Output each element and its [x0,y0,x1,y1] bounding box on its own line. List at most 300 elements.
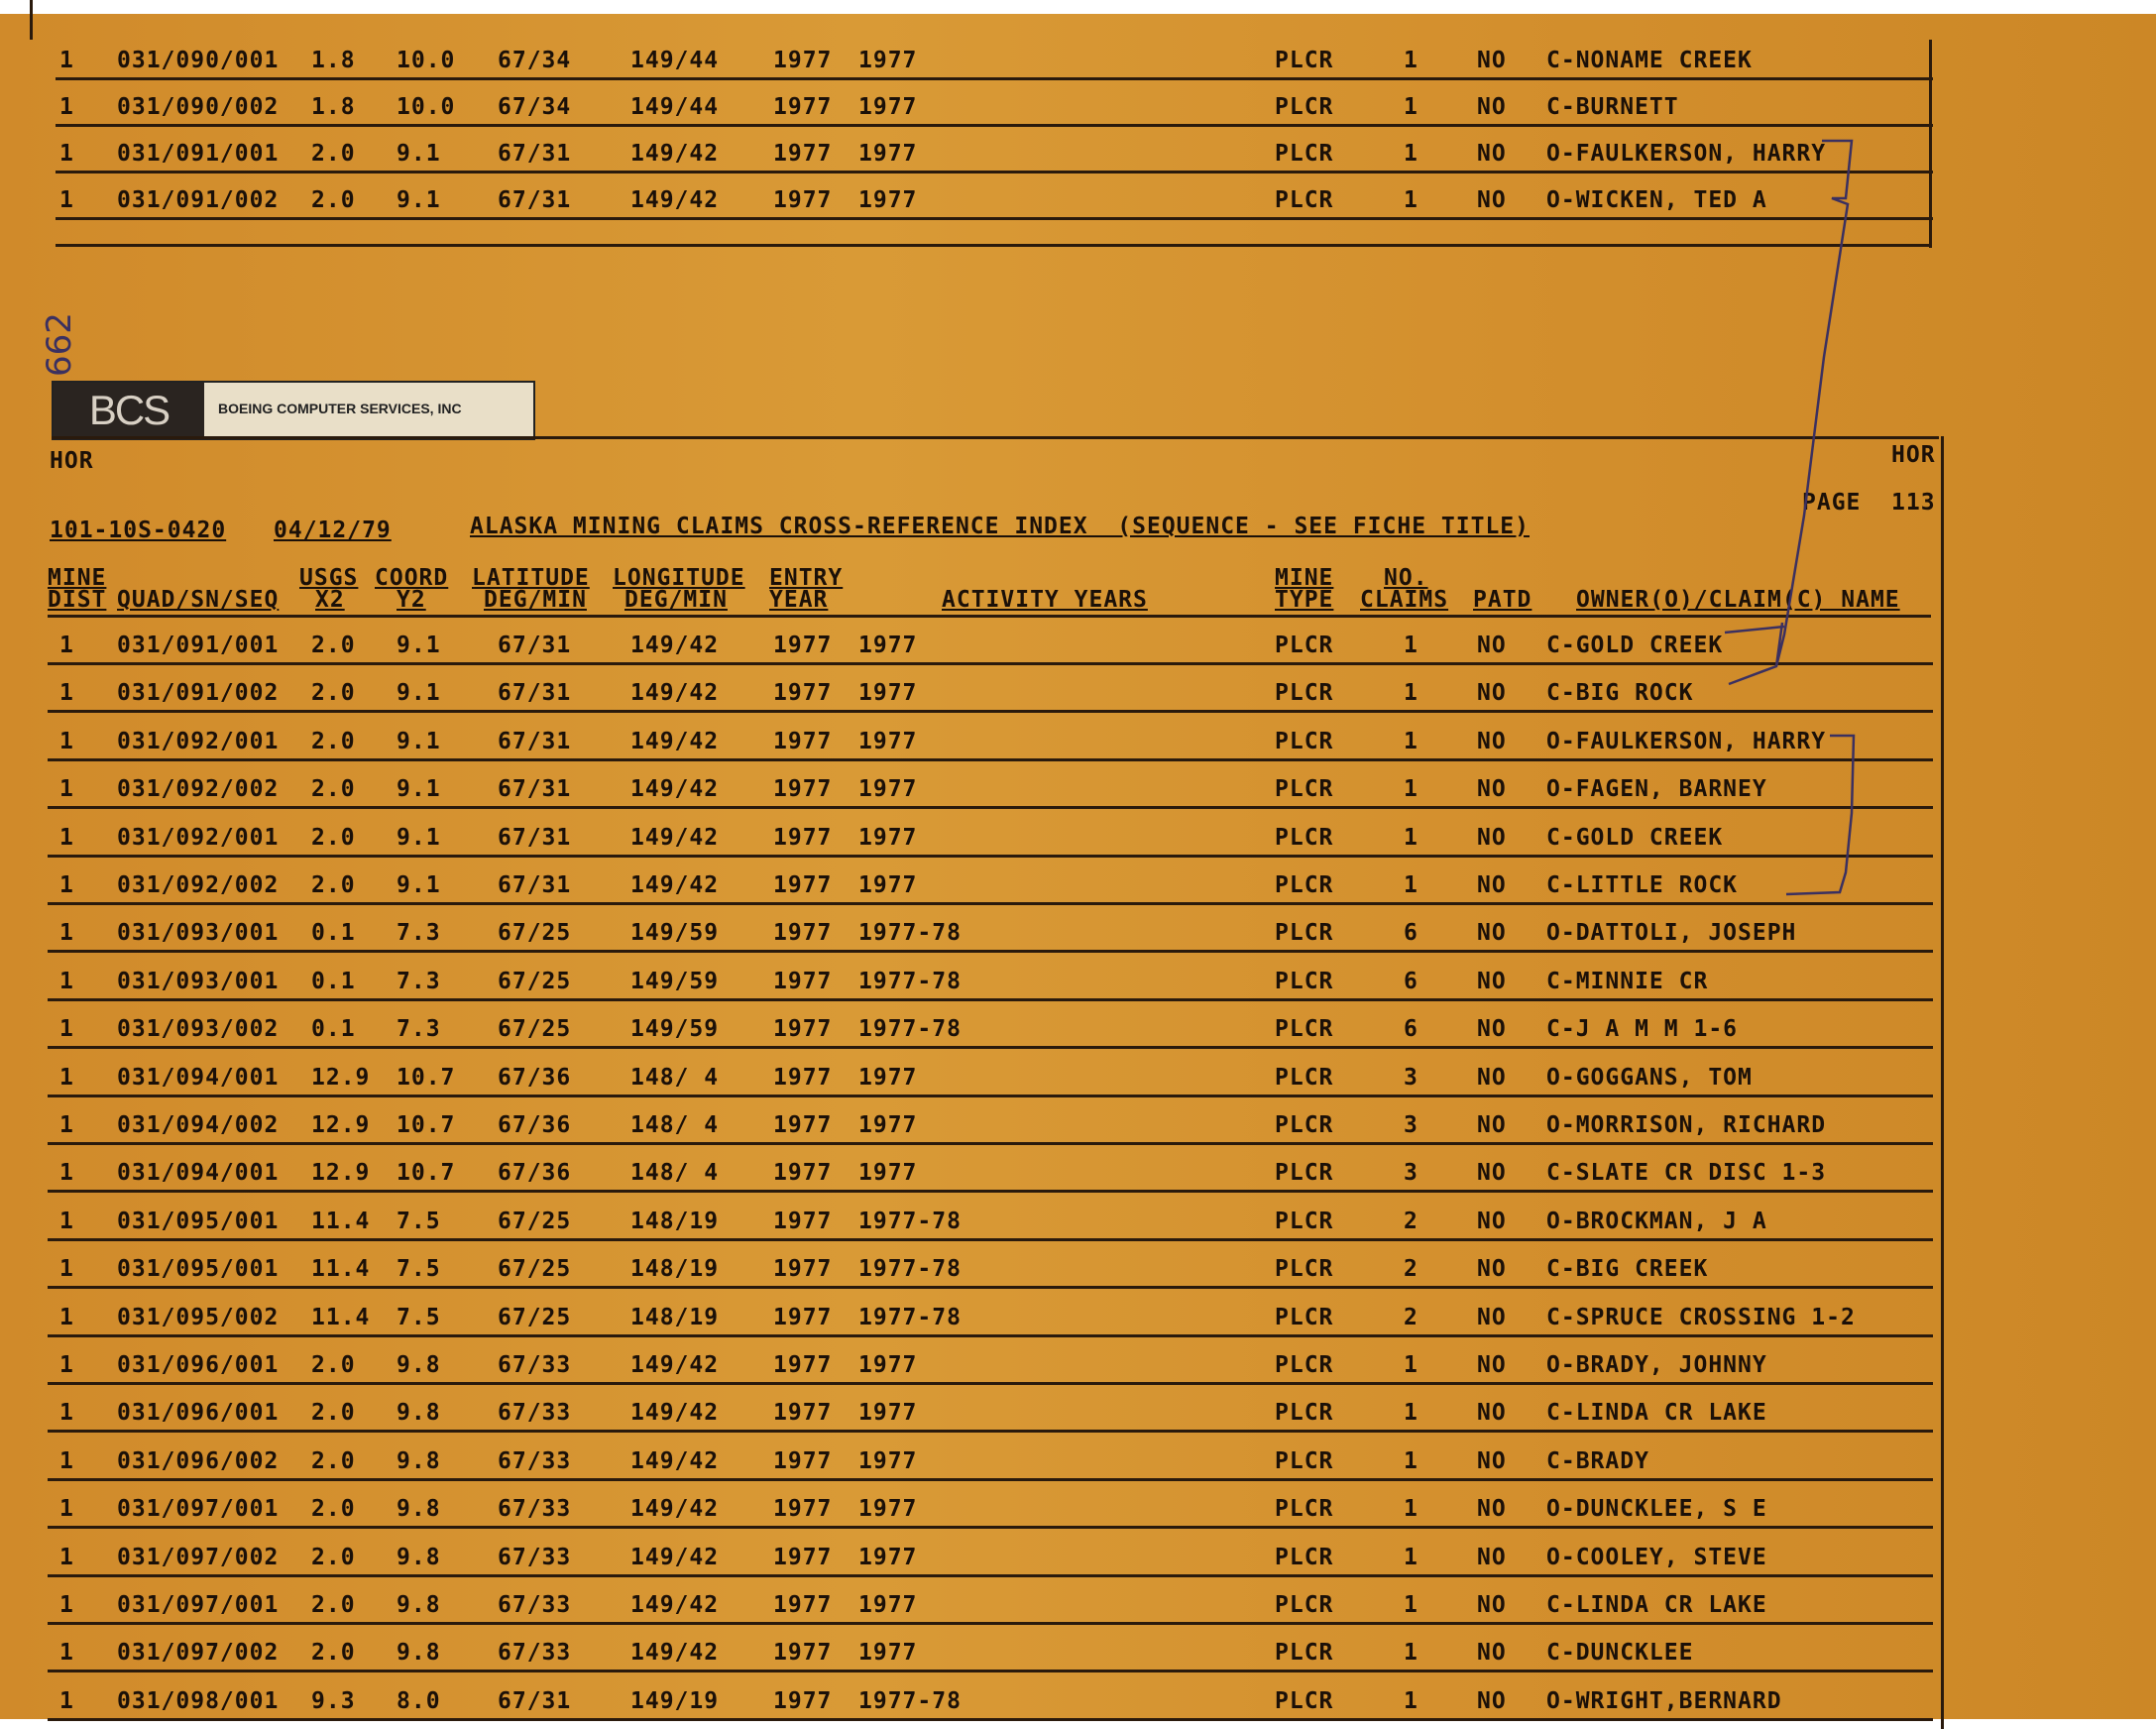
claim-row-6-longitude: 149/42 [630,872,720,898]
claim-row-23-patd: NO [1477,1687,1507,1714]
claim-row-11-claims: 3 [1404,1112,1418,1138]
claim-row-12-usgs-x: 12.9 [311,1160,371,1187]
claim-row-12-latitude: 67/36 [498,1160,572,1187]
top-row-1-usgs-x: 1.8 [311,48,356,73]
claim-row-18-longitude: 149/42 [630,1447,720,1474]
top-row-4-quad: 031/091/002 [117,187,280,213]
col-mine-dist-1: MINE [48,565,107,591]
top-row-3-entry-year: 1977 [773,141,833,167]
claim-row-14-owner-claim: C-BIG CREEK [1546,1256,1709,1283]
top-row-3-quad: 031/091/001 [117,141,280,167]
claim-row-5-owner-claim: C-GOLD CREEK [1546,824,1724,851]
claim-row-19-patd: NO [1477,1496,1507,1523]
claim-row-9-quad: 031/093/002 [117,1016,280,1043]
col-usgs-2: X2 [315,587,345,613]
claim-row-15-entry-year: 1977 [773,1304,833,1330]
claim-row-15-coord-y: 7.5 [397,1304,441,1330]
top-row-2-claims: 1 [1404,94,1418,120]
claim-row-12-quad: 031/094/001 [117,1160,280,1187]
top-row-4-coord-y: 9.1 [397,187,441,213]
claim-row-15-owner-claim: C-SPRUCE CROSSING 1-2 [1546,1304,1856,1330]
claim-row-4-mine-type: PLCR [1275,776,1334,803]
col-entry-1: ENTRY [769,565,844,591]
claim-row-2-latitude: 67/31 [498,680,572,707]
claim-row-5-claims: 1 [1404,824,1418,851]
claim-row-3-patd: NO [1477,728,1507,754]
claim-row-8-activity-years: 1977-78 [858,968,962,994]
claim-row-7-patd: NO [1477,920,1507,947]
claim-row-7-owner-claim: O-DATTOLI, JOSEPH [1546,920,1797,947]
claim-row-12-longitude: 148/ 4 [630,1160,720,1187]
claim-row-19-coord-y: 9.8 [397,1496,441,1523]
claim-row-9-usgs-x: 0.1 [311,1016,356,1043]
claim-row-23-usgs-x: 9.3 [311,1687,356,1714]
claim-row-20-patd: NO [1477,1544,1507,1570]
claim-row-12-activity-years: 1977 [858,1160,918,1187]
claim-row-18-claims: 1 [1404,1447,1418,1474]
claim-row-22-mine-type: PLCR [1275,1640,1334,1667]
claim-row-13-patd: NO [1477,1208,1507,1234]
report-id: 101-10S-0420 [50,518,227,543]
claim-row-10-longitude: 148/ 4 [630,1064,720,1091]
claim-row-10-entry-year: 1977 [773,1064,833,1091]
claim-row-14-activity-years: 1977-78 [858,1256,962,1283]
top-row-2-dist: 1 [59,94,74,120]
claim-row-13-usgs-x: 11.4 [311,1208,371,1234]
claim-row-18-entry-year: 1977 [773,1447,833,1474]
handwritten-page-number: 662 [40,312,79,377]
claim-row-2-entry-year: 1977 [773,680,833,707]
top-row-3-usgs-x: 2.0 [311,141,356,167]
claim-row-11-usgs-x: 12.9 [311,1112,371,1138]
claim-row-12-mine-type: PLCR [1275,1160,1334,1187]
claim-row-19-claims: 1 [1404,1496,1418,1523]
claim-row-15-usgs-x: 11.4 [311,1304,371,1330]
claim-row-19-activity-years: 1977 [858,1496,918,1523]
top-row-1-latitude: 67/34 [498,48,572,73]
claim-row-4-dist: 1 [59,776,74,803]
claim-row-5-entry-year: 1977 [773,824,833,851]
top-row-4-patd: NO [1477,187,1507,213]
claim-row-10-owner-claim: O-GOGGANS, TOM [1546,1064,1753,1091]
claim-row-4-entry-year: 1977 [773,776,833,803]
top-row-4-latitude: 67/31 [498,187,572,213]
claim-row-10-latitude: 67/36 [498,1064,572,1091]
col-usgs-1: USGS [299,565,359,591]
claim-row-3-latitude: 67/31 [498,728,572,754]
claim-row-4-longitude: 149/42 [630,776,720,803]
claim-row-10-dist: 1 [59,1064,74,1091]
claim-row-3-longitude: 149/42 [630,728,720,754]
claim-row-2-patd: NO [1477,680,1507,707]
claim-row-16-owner-claim: O-BRADY, JOHNNY [1546,1352,1767,1378]
claim-row-4-quad: 031/092/002 [117,776,280,803]
claim-row-20-latitude: 67/33 [498,1544,572,1570]
top-row-3-claims: 1 [1404,141,1418,167]
col-mine-type-1: MINE [1275,565,1334,591]
claim-row-18-owner-claim: C-BRADY [1546,1447,1649,1474]
top-row-3-mine-type: PLCR [1275,141,1334,167]
claim-row-15-longitude: 148/19 [630,1304,720,1330]
claim-row-1-claims: 1 [1404,633,1418,658]
col-entry-2: YEAR [769,587,829,613]
claim-row-1-patd: NO [1477,633,1507,658]
claim-row-3-coord-y: 9.1 [397,728,441,754]
claim-row-13-owner-claim: O-BROCKMAN, J A [1546,1208,1767,1234]
claim-row-21-longitude: 149/42 [630,1592,720,1618]
claim-row-12-claims: 3 [1404,1160,1418,1187]
top-row-2-activity-years: 1977 [858,94,918,120]
claim-row-18-usgs-x: 2.0 [311,1447,356,1474]
claim-row-22-claims: 1 [1404,1640,1418,1667]
claim-row-23-activity-years: 1977-78 [858,1687,962,1714]
top-row-2-longitude: 149/44 [630,94,720,120]
claim-row-11-longitude: 148/ 4 [630,1112,720,1138]
top-row-2-usgs-x: 1.8 [311,94,356,120]
claim-row-7-claims: 6 [1404,920,1418,947]
claim-row-11-coord-y: 10.7 [397,1112,456,1138]
top-row-4-claims: 1 [1404,187,1418,213]
bracket-faulkerson-gold-creek [1729,141,1852,684]
claim-row-6-owner-claim: C-LITTLE ROCK [1546,872,1739,898]
claim-row-7-activity-years: 1977-78 [858,920,962,947]
top-row-1-longitude: 149/44 [630,48,720,73]
claim-row-15-latitude: 67/25 [498,1304,572,1330]
claim-row-16-usgs-x: 2.0 [311,1352,356,1378]
claim-row-13-longitude: 148/19 [630,1208,720,1234]
claim-row-10-mine-type: PLCR [1275,1064,1334,1091]
claim-row-18-activity-years: 1977 [858,1447,918,1474]
bcs-logo-company: BOEING COMPUTER SERVICES, INC [218,401,462,416]
claim-row-17-patd: NO [1477,1400,1507,1427]
claim-row-20-coord-y: 9.8 [397,1544,441,1570]
top-row-4-longitude: 149/42 [630,187,720,213]
top-row-1-coord-y: 10.0 [397,48,456,73]
claim-row-19-mine-type: PLCR [1275,1496,1334,1523]
claim-row-20-entry-year: 1977 [773,1544,833,1570]
claim-row-8-longitude: 149/59 [630,968,720,994]
claim-row-13-activity-years: 1977-78 [858,1208,962,1234]
claim-row-14-entry-year: 1977 [773,1256,833,1283]
claim-row-23-entry-year: 1977 [773,1687,833,1714]
claim-row-15-dist: 1 [59,1304,74,1330]
claim-row-16-coord-y: 9.8 [397,1352,441,1378]
claim-row-5-mine-type: PLCR [1275,824,1334,851]
claim-row-16-longitude: 149/42 [630,1352,720,1378]
claim-row-8-mine-type: PLCR [1275,968,1334,994]
claim-row-11-activity-years: 1977 [858,1112,918,1138]
claim-row-14-mine-type: PLCR [1275,1256,1334,1283]
claim-row-8-claims: 6 [1404,968,1418,994]
top-row-1-quad: 031/090/001 [117,48,280,73]
claim-row-13-claims: 2 [1404,1208,1418,1234]
claim-row-2-claims: 1 [1404,680,1418,707]
claim-row-13-latitude: 67/25 [498,1208,572,1234]
claim-row-15-quad: 031/095/002 [117,1304,280,1330]
claim-row-3-usgs-x: 2.0 [311,728,356,754]
claim-row-2-dist: 1 [59,680,74,707]
claim-row-10-quad: 031/094/001 [117,1064,280,1091]
claim-row-17-coord-y: 9.8 [397,1400,441,1427]
claim-row-12-coord-y: 10.7 [397,1160,456,1187]
claim-row-19-owner-claim: O-DUNCKLEE, S E [1546,1496,1767,1523]
claim-row-23-owner-claim: O-WRIGHT,BERNARD [1546,1687,1782,1714]
claim-row-1-latitude: 67/31 [498,633,572,658]
claim-row-5-longitude: 149/42 [630,824,720,851]
top-row-4-owner-claim: O-WICKEN, TED A [1546,187,1767,213]
claim-row-12-owner-claim: C-SLATE CR DISC 1-3 [1546,1160,1827,1187]
claim-row-5-coord-y: 9.1 [397,824,441,851]
claim-row-11-latitude: 67/36 [498,1112,572,1138]
claim-row-11-mine-type: PLCR [1275,1112,1334,1138]
claim-row-20-dist: 1 [59,1544,74,1570]
top-row-3-activity-years: 1977 [858,141,918,167]
report-title: ALASKA MINING CLAIMS CROSS-REFERENCE INDEX (SEQUENCE - SEE FICHE TITLE) [470,514,1530,539]
claim-row-9-longitude: 149/59 [630,1016,720,1043]
claim-row-7-quad: 031/093/001 [117,920,280,947]
claim-row-11-patd: NO [1477,1112,1507,1138]
top-row-3-patd: NO [1477,141,1507,167]
claim-row-8-owner-claim: C-MINNIE CR [1546,968,1709,994]
claim-row-3-entry-year: 1977 [773,728,833,754]
page-label: PAGE [1802,490,1862,516]
claim-row-12-patd: NO [1477,1160,1507,1187]
top-row-1-activity-years: 1977 [858,48,918,73]
claim-row-21-patd: NO [1477,1592,1507,1618]
claim-row-2-quad: 031/091/002 [117,680,280,707]
top-row-2-entry-year: 1977 [773,94,833,120]
claim-row-1-usgs-x: 2.0 [311,633,356,658]
claim-row-22-owner-claim: C-DUNCKLEE [1546,1640,1694,1667]
claim-row-9-patd: NO [1477,1016,1507,1043]
claim-row-7-dist: 1 [59,920,74,947]
claim-row-7-longitude: 149/59 [630,920,720,947]
claim-row-13-dist: 1 [59,1208,74,1234]
claim-row-1-entry-year: 1977 [773,633,833,658]
claim-row-21-owner-claim: C-LINDA CR LAKE [1546,1592,1767,1618]
claim-row-22-latitude: 67/33 [498,1640,572,1667]
claim-row-21-coord-y: 9.8 [397,1592,441,1618]
claim-row-8-latitude: 67/25 [498,968,572,994]
report-date: 04/12/79 [274,518,392,543]
col-owner: OWNER(O)/CLAIM(C) NAME [1576,587,1900,613]
claim-row-20-owner-claim: O-COOLEY, STEVE [1546,1544,1767,1570]
claim-row-4-owner-claim: O-FAGEN, BARNEY [1546,776,1767,803]
claim-row-13-mine-type: PLCR [1275,1208,1334,1234]
claim-row-10-usgs-x: 12.9 [311,1064,371,1091]
top-row-4-entry-year: 1977 [773,187,833,213]
claim-row-23-mine-type: PLCR [1275,1687,1334,1714]
claim-row-22-activity-years: 1977 [858,1640,918,1667]
claim-row-19-longitude: 149/42 [630,1496,720,1523]
top-row-1-mine-type: PLCR [1275,48,1334,73]
left-code: HOR [50,448,94,474]
claim-row-9-mine-type: PLCR [1275,1016,1334,1043]
col-coord-1: COORD [375,565,449,591]
top-row-2-patd: NO [1477,94,1507,120]
claim-row-18-dist: 1 [59,1447,74,1474]
claim-row-6-usgs-x: 2.0 [311,872,356,898]
claim-row-7-entry-year: 1977 [773,920,833,947]
claim-row-21-usgs-x: 2.0 [311,1592,356,1618]
claim-row-7-latitude: 67/25 [498,920,572,947]
claim-row-16-entry-year: 1977 [773,1352,833,1378]
bcs-logo-mark: BCS [54,383,204,438]
claim-row-9-coord-y: 7.3 [397,1016,441,1043]
right-code: HOR [1891,442,1936,468]
claim-row-5-activity-years: 1977 [858,824,918,851]
claim-row-10-activity-years: 1977 [858,1064,918,1091]
claim-row-18-quad: 031/096/002 [117,1447,280,1474]
claim-row-21-activity-years: 1977 [858,1592,918,1618]
claim-row-22-usgs-x: 2.0 [311,1640,356,1667]
top-row-4-usgs-x: 2.0 [311,187,356,213]
claim-row-1-coord-y: 9.1 [397,633,441,658]
claim-row-21-quad: 031/097/001 [117,1592,280,1618]
claim-row-15-claims: 2 [1404,1304,1418,1330]
claim-row-1-dist: 1 [59,633,74,658]
claim-row-11-owner-claim: O-MORRISON, RICHARD [1546,1112,1827,1138]
claim-row-3-claims: 1 [1404,728,1418,754]
claim-row-23-claims: 1 [1404,1687,1418,1714]
claim-row-9-dist: 1 [59,1016,74,1043]
claim-row-9-entry-year: 1977 [773,1016,833,1043]
claim-row-17-claims: 1 [1404,1400,1418,1427]
claim-row-2-coord-y: 9.1 [397,680,441,707]
claim-row-17-activity-years: 1977 [858,1400,918,1427]
claim-row-2-mine-type: PLCR [1275,680,1334,707]
top-row-3-latitude: 67/31 [498,141,572,167]
claim-row-21-latitude: 67/33 [498,1592,572,1618]
claim-row-5-usgs-x: 2.0 [311,824,356,851]
top-row-1-entry-year: 1977 [773,48,833,73]
top-row-2-latitude: 67/34 [498,94,572,120]
claim-row-3-mine-type: PLCR [1275,728,1334,754]
top-row-2-mine-type: PLCR [1275,94,1334,120]
claim-row-20-mine-type: PLCR [1275,1544,1334,1570]
claim-row-4-activity-years: 1977 [858,776,918,803]
claim-row-2-activity-years: 1977 [858,680,918,707]
claim-row-23-dist: 1 [59,1687,74,1714]
claim-row-22-entry-year: 1977 [773,1640,833,1667]
claim-row-13-coord-y: 7.5 [397,1208,441,1234]
top-row-4-activity-years: 1977 [858,187,918,213]
claim-row-22-quad: 031/097/002 [117,1640,280,1667]
col-activity: ACTIVITY YEARS [942,587,1148,613]
claim-row-2-usgs-x: 2.0 [311,680,356,707]
claim-row-23-latitude: 67/31 [498,1687,572,1714]
claim-row-17-entry-year: 1977 [773,1400,833,1427]
claim-row-8-entry-year: 1977 [773,968,833,994]
claim-row-17-owner-claim: C-LINDA CR LAKE [1546,1400,1767,1427]
claim-row-2-owner-claim: C-BIG ROCK [1546,680,1694,707]
claim-row-1-mine-type: PLCR [1275,633,1334,658]
claim-row-21-mine-type: PLCR [1275,1592,1334,1618]
claim-row-6-mine-type: PLCR [1275,872,1334,898]
claim-row-12-entry-year: 1977 [773,1160,833,1187]
claim-row-15-mine-type: PLCR [1275,1304,1334,1330]
claim-row-8-coord-y: 7.3 [397,968,441,994]
top-row-3-owner-claim: O-FAULKERSON, HARRY [1546,141,1827,167]
claim-row-20-claims: 1 [1404,1544,1418,1570]
claim-row-16-quad: 031/096/001 [117,1352,280,1378]
claim-row-10-coord-y: 10.7 [397,1064,456,1091]
claim-row-8-patd: NO [1477,968,1507,994]
claim-row-6-activity-years: 1977 [858,872,918,898]
claim-row-8-quad: 031/093/001 [117,968,280,994]
claim-row-12-dist: 1 [59,1160,74,1187]
claim-row-17-usgs-x: 2.0 [311,1400,356,1427]
claim-row-22-patd: NO [1477,1640,1507,1667]
claim-row-5-quad: 031/092/001 [117,824,280,851]
claim-row-10-patd: NO [1477,1064,1507,1091]
top-row-2-quad: 031/090/002 [117,94,280,120]
claim-row-19-usgs-x: 2.0 [311,1496,356,1523]
claim-row-8-usgs-x: 0.1 [311,968,356,994]
claim-row-16-mine-type: PLCR [1275,1352,1334,1378]
claim-row-6-coord-y: 9.1 [397,872,441,898]
claim-row-8-dist: 1 [59,968,74,994]
col-claims-1: NO. [1384,565,1428,591]
claim-row-16-dist: 1 [59,1352,74,1378]
col-mine-type-2: TYPE [1275,587,1334,613]
claim-row-18-mine-type: PLCR [1275,1447,1334,1474]
claim-row-20-longitude: 149/42 [630,1544,720,1570]
col-latitude-2: DEG/MIN [484,587,587,613]
top-row-3-longitude: 149/42 [630,141,720,167]
col-claims-2: CLAIMS [1360,587,1449,613]
claim-row-1-activity-years: 1977 [858,633,918,658]
claim-row-20-activity-years: 1977 [858,1544,918,1570]
claim-row-19-latitude: 67/33 [498,1496,572,1523]
claim-row-21-entry-year: 1977 [773,1592,833,1618]
claim-row-2-longitude: 149/42 [630,680,720,707]
page-number: 113 [1891,490,1936,516]
col-longitude-2: DEG/MIN [624,587,728,613]
top-row-2-coord-y: 10.0 [397,94,456,120]
claim-row-17-quad: 031/096/001 [117,1400,280,1427]
bracket-faulkerson-little-rock [1786,736,1854,894]
claim-row-18-latitude: 67/33 [498,1447,572,1474]
claim-row-16-activity-years: 1977 [858,1352,918,1378]
claim-row-14-longitude: 148/19 [630,1256,720,1283]
claim-row-19-dist: 1 [59,1496,74,1523]
col-mine-dist-2: DIST [48,587,107,613]
top-row-1-patd: NO [1477,48,1507,73]
col-coord-2: Y2 [397,587,426,613]
top-row-3-coord-y: 9.1 [397,141,441,167]
claim-row-16-claims: 1 [1404,1352,1418,1378]
claim-row-3-activity-years: 1977 [858,728,918,754]
claim-row-6-dist: 1 [59,872,74,898]
claim-row-18-patd: NO [1477,1447,1507,1474]
claim-row-20-quad: 031/097/002 [117,1544,280,1570]
claim-row-18-coord-y: 9.8 [397,1447,441,1474]
claim-row-7-coord-y: 7.3 [397,920,441,947]
top-row-1-dist: 1 [59,48,74,73]
claim-row-22-coord-y: 9.8 [397,1640,441,1667]
claim-row-3-quad: 031/092/001 [117,728,280,754]
claim-row-3-dist: 1 [59,728,74,754]
claim-row-9-owner-claim: C-J A M M 1-6 [1546,1016,1739,1043]
claim-row-11-entry-year: 1977 [773,1112,833,1138]
claim-row-4-coord-y: 9.1 [397,776,441,803]
claim-row-19-quad: 031/097/001 [117,1496,280,1523]
claim-row-6-latitude: 67/31 [498,872,572,898]
claim-row-1-owner-claim: C-GOLD CREEK [1546,633,1724,658]
claim-row-4-claims: 1 [1404,776,1418,803]
claim-row-15-activity-years: 1977-78 [858,1304,962,1330]
